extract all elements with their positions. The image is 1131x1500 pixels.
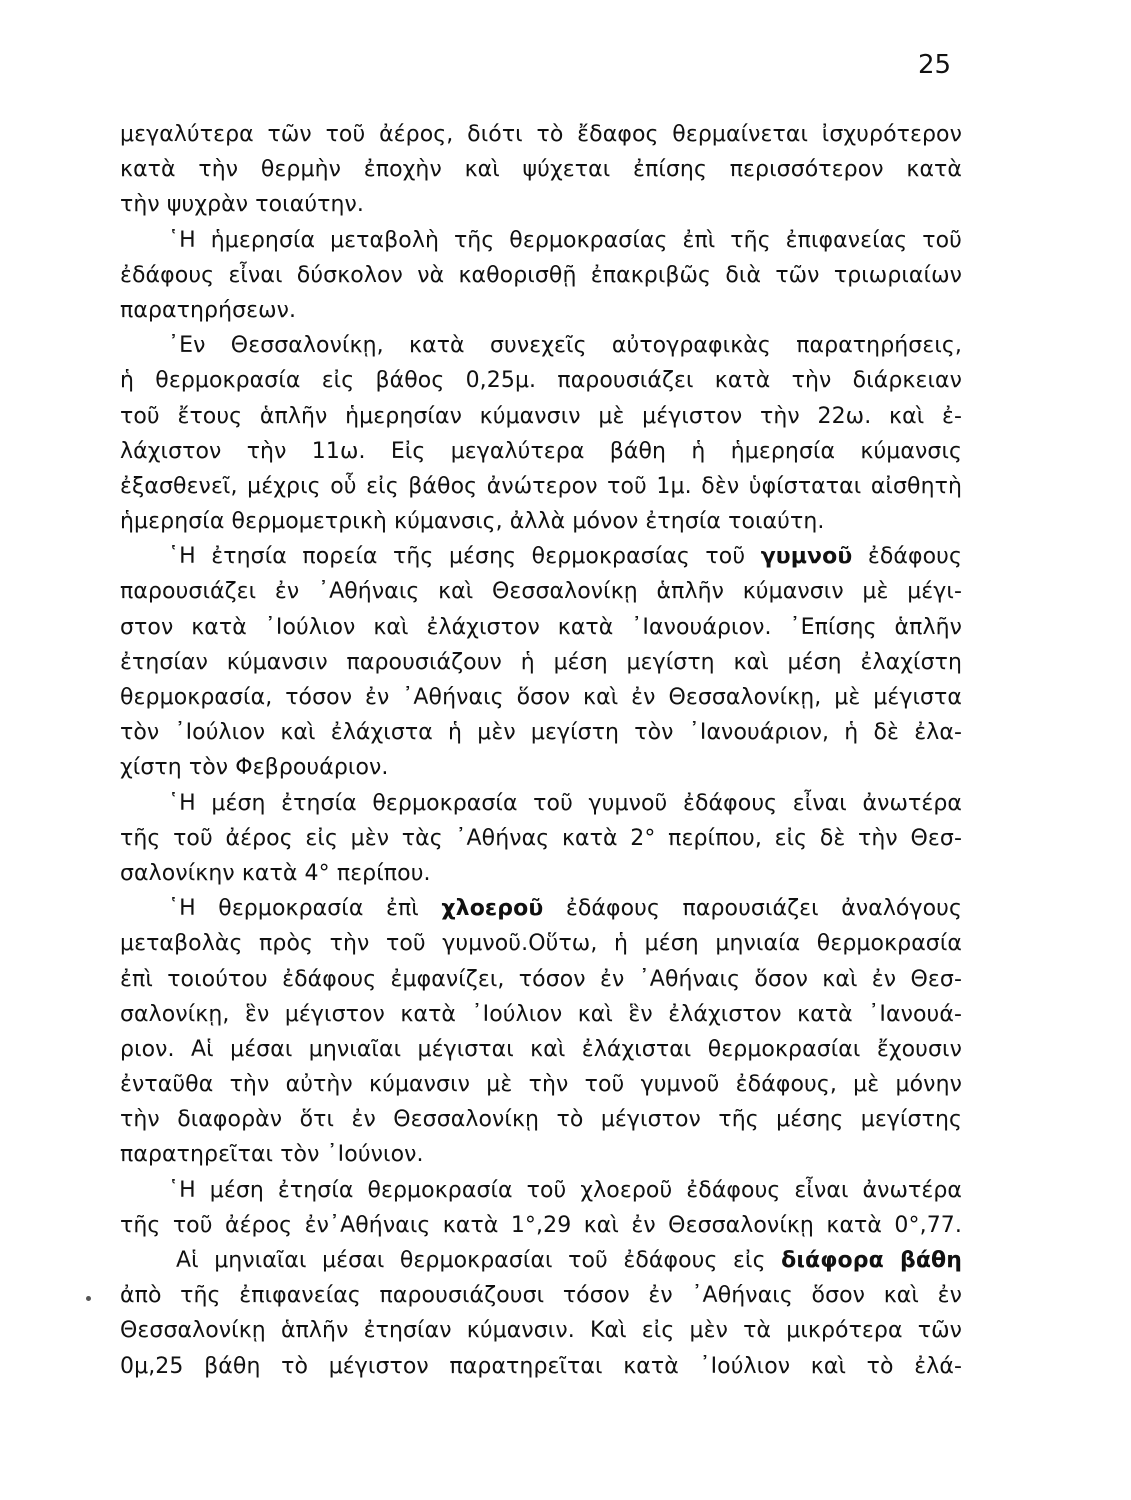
- text-line: παρουσιάζει ἐν ᾿Αθήναις καὶ Θεσσαλονίκῃ ἁπλῆν κύμανσιν μὲ μέγι-: [120, 579, 962, 605]
- text-line: [120, 1243, 962, 1278]
- text-line: κατὰ τὴν θερμὴν ἐποχὴν καὶ ψύχεται ἐπίσης περισσότερον κατὰ: [120, 157, 962, 183]
- text-line: 0μ,25 βάθη τὸ μέγιστον παρατηρεῖται κατὰ ᾿Ιούλιον καὶ τὸ ἐλά-: [120, 1353, 962, 1379]
- text-line: σαλονίκην κατὰ 4° περίπου.: [120, 860, 431, 886]
- text-line: ἐτησίαν κύμανσιν παρουσιάζουν ἡ μέση μεγίστη καὶ μέση ἐλαχίστη: [120, 649, 962, 675]
- text-run: ἐδάφους παρουσιάζει ἀναλόγους: [565, 896, 963, 922]
- text-line: μεταβολὰς πρὸς τὴν τοῦ γυμνοῦ.Οὕτω, ἡ μέση μηνιαία θερμοκρασία: [120, 931, 962, 957]
- text-line: ριον. Αἱ μέσαι μηνιαῖαι μέγισται καὶ ἐλάχισται θερμοκρασίαι ἔχουσιν: [120, 1036, 962, 1062]
- page-number: 25: [918, 50, 952, 80]
- text-line: μεγαλύτερα τῶν τοῦ ἀέρος, διότι τὸ ἔδαφος θερμαίνεται ἰσχυρότερον: [120, 122, 962, 147]
- body-text: [120, 117, 962, 1384]
- text-line: Θεσσαλονίκῃ ἁπλῆν ἐτησίαν κύμανσιν. Καὶ εἰς μὲν τὰ μικρότερα τῶν: [120, 1318, 962, 1344]
- text-line: ἐδάφους εἶναι δύσκολον νὰ καθορισθῇ ἐπακριβῶς διὰ τῶν τριωριαίων: [120, 262, 962, 288]
- text-line: ἐξασθενεῖ, μέχρις οὗ εἰς βάθος ἀνώτερον τοῦ 1μ. δὲν ὑφίσταται αἰσθητὴ: [120, 473, 962, 499]
- text-line: ῾Η μέση ἐτησία θερμοκρασία τοῦ γυμνοῦ ἐδάφους εἶναι ἀνωτέρα: [168, 790, 962, 816]
- text-line: τοῦ ἔτους ἁπλῆν ἡμερησίαν κύμανσιν μὲ μέγιστον τὴν 22ω. καὶ ἐ-: [120, 403, 962, 429]
- text-line: τῆς τοῦ ἀέρος ἐν᾿Αθήναις κατὰ 1°,29 καὶ ἐν Θεσσαλονίκῃ κατὰ 0°,77.: [120, 1212, 962, 1238]
- stray-ink-dot: [86, 1296, 91, 1301]
- text-line: τὴν διαφορὰν ὅτι ἐν Θεσσαλονίκῃ τὸ μέγιστον τῆς μέσης μεγίστης: [120, 1107, 962, 1133]
- text-line: ἡ θερμοκρασία εἰς βάθος 0,25μ. παρουσιάζει κατὰ τὴν διάρκειαν: [120, 368, 962, 394]
- text-line: στον κατὰ ᾿Ιούλιον καὶ ἐλάχιστον κατὰ ᾿Ιανουάριον. ᾿Επίσης ἁπλῆν: [120, 614, 962, 640]
- text-line: ἀπὸ τῆς ἐπιφανείας παρουσιάζουσι τόσον ἐν ᾿Αθήναις ὅσον καὶ ἐν: [120, 1283, 962, 1309]
- text-run: ῾Η θερμοκρασία ἐπὶ: [168, 896, 419, 922]
- text-line: [120, 891, 962, 926]
- text-line: ῾Η μέση ἐτησία θερμοκρασία τοῦ χλοεροῦ ἐδάφους εἶναι ἀνωτέρα: [168, 1177, 962, 1203]
- text-line: ῾Η ἡμερησία μεταβολὴ τῆς θερμοκρασίας ἐπὶ τῆς ἐπιφανείας τοῦ: [168, 227, 962, 253]
- text-line: παρατηρεῖται τὸν ᾿Ιούνιον.: [120, 1142, 424, 1168]
- emphasis-term: διάφορα βάθη: [781, 1248, 963, 1273]
- text-line: τὴν ψυχρὰν τοιαύτην.: [120, 192, 365, 218]
- text-line: λάχιστον τὴν 11ω. Εἰς μεγαλύτερα βάθη ἡ ἡμερησία κύμανσις: [120, 438, 962, 464]
- text-line: σαλονίκῃ, ἓν μέγιστον κατὰ ᾿Ιούλιον καὶ ἓν ἐλάχιστον κατὰ ᾿Ιανουά-: [120, 1001, 962, 1027]
- text-run: ῾Η ἐτησία πορεία τῆς μέσης θερμοκρασίας τοῦ: [168, 544, 746, 570]
- emphasis-term: χλοεροῦ: [441, 896, 544, 922]
- text-line: [120, 539, 962, 574]
- text-line: χίστη τὸν Φεβρουάριον.: [120, 755, 389, 781]
- text-line: θερμοκρασία, τόσον ἐν ᾿Αθήναις ὅσον καὶ ἐν Θεσσαλονίκῃ, μὲ μέγιστα: [120, 685, 962, 710]
- text-run: ἐδάφους: [867, 544, 963, 570]
- text-line: ᾿Εν Θεσσαλονίκῃ, κατὰ συνεχεῖς αὐτογραφικὰς παρατηρήσεις,: [168, 333, 962, 359]
- text-line: ἡμερησία θερμομετρικὴ κύμανσις, ἀλλὰ μόνον ἐτησία τοιαύτη.: [120, 509, 825, 535]
- text-line: ἐνταῦθα τὴν αὐτὴν κύμανσιν μὲ τὴν τοῦ γυμνοῦ ἐδάφους, μὲ μόνην: [120, 1072, 962, 1098]
- emphasis-term: γυμνοῦ: [760, 544, 853, 570]
- text-line: ἐπὶ τοιούτου ἐδάφους ἐμφανίζει, τόσον ἐν ᾿Αθήναις ὅσον καὶ ἐν Θεσ-: [120, 966, 962, 992]
- text-line: τῆς τοῦ ἀέρος εἰς μὲν τὰς ᾿Αθήνας κατὰ 2° περίπου, εἰς δὲ τὴν Θεσ-: [120, 825, 962, 851]
- text-line: τὸν ᾿Ιούλιον καὶ ἐλάχιστα ἡ μὲν μεγίστη τὸν ᾿Ιανουάριον, ἡ δὲ ἐλα-: [120, 720, 962, 746]
- text-line: παρατηρήσεων.: [120, 297, 297, 323]
- text-run: Αἱ μηνιαῖαι μέσαι θερμοκρασίαι τοῦ ἐδάφους εἰς: [176, 1248, 766, 1273]
